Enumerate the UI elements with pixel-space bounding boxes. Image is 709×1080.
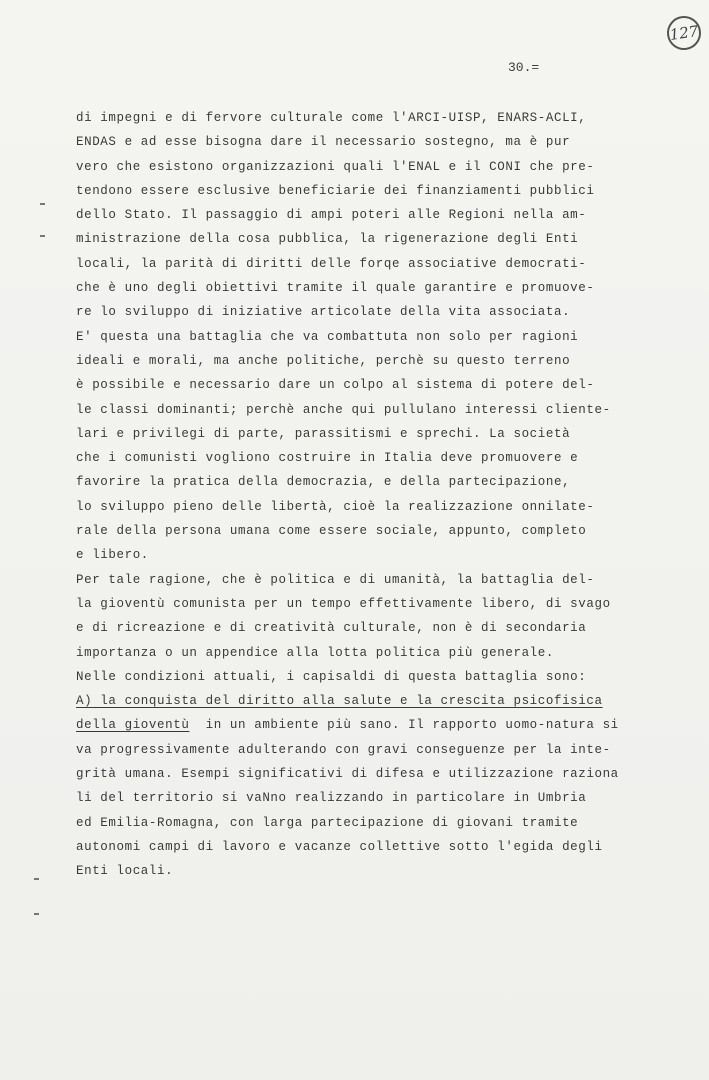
margin-mark bbox=[34, 878, 39, 880]
text-line: lari e privilegi di parte, parassitismi e sprechi. La società bbox=[76, 426, 571, 441]
body-text bbox=[76, 106, 676, 884]
text-line: ideali e morali, ma anche politiche, perchè su questo terreno bbox=[76, 353, 571, 368]
text-line: va progressivamente adulterando con gravi conseguenze per la inte- bbox=[76, 742, 611, 757]
text-line: re lo sviluppo di iniziative articolate della vita associata. bbox=[76, 305, 571, 320]
text-continuation: in un ambiente più sano. Il rapporto uomo-natura si bbox=[189, 718, 619, 733]
margin-mark bbox=[34, 913, 39, 915]
text-line: locali, la parità di diritti delle forqe associative democrati- bbox=[76, 256, 587, 271]
text-line: le classi dominanti; perchè anche qui pullulano interessi cliente- bbox=[76, 402, 611, 417]
text-line: e di ricreazione e di creatività culturale, non è di secondaria bbox=[76, 621, 587, 636]
text-line: e libero. bbox=[76, 548, 149, 563]
text-line: Enti locali. bbox=[76, 864, 174, 879]
text-line: lo sviluppo pieno delle libertà, cioè la realizzazione onnilate- bbox=[76, 499, 595, 514]
text-line: Per tale ragione, che è politica e di umanità, la battaglia del- bbox=[76, 572, 595, 587]
text-line: autonomi campi di lavoro e vacanze collettive sotto l'egida degli bbox=[76, 839, 603, 854]
text-line: importanza o un appendice alla lotta politica più generale. bbox=[76, 645, 554, 660]
margin-mark bbox=[40, 203, 45, 205]
text-line: dello Stato. Il passaggio di ampi poteri alle Regioni nella am- bbox=[76, 208, 587, 223]
text-line: vero che esistono organizzazioni quali l'ENAL e il CONI che pre- bbox=[76, 159, 595, 174]
text-line: tendono essere esclusive beneficiarie dei finanziamenti pubblici bbox=[76, 183, 595, 198]
page-number: 30.= bbox=[508, 60, 540, 75]
underlined-phrase: della gioventù bbox=[76, 718, 190, 733]
text-line: grità umana. Esempi significativi di difesa e utilizzazione raziona bbox=[76, 767, 619, 782]
text-line: è possibile e necessario dare un colpo al sistema di potere del- bbox=[76, 378, 595, 393]
text-line: di impegni e di fervore culturale come l'ARCI-UISP, ENARS-ACLI, bbox=[76, 111, 587, 125]
text-line: che i comunisti vogliono costruire in Italia deve promuovere e bbox=[76, 451, 579, 466]
text-line: rale della persona umana come essere sociale, appunto, completo bbox=[76, 524, 587, 539]
text-line: E' questa una battaglia che va combattuta non solo per ragioni bbox=[76, 329, 579, 344]
text-line: ed Emilia-Romagna, con larga partecipazione di giovani tramite bbox=[76, 815, 579, 830]
text-line: che è uno degli obiettivi tramite il quale garantire e promuove- bbox=[76, 281, 595, 296]
text-line: li del territorio si vaNno realizzando in particolare in Umbria bbox=[76, 791, 587, 806]
text-line bbox=[76, 713, 676, 737]
archive-page-stamp: 127 bbox=[665, 14, 703, 52]
text-line: favorire la pratica della democrazia, e della partecipazione, bbox=[76, 475, 571, 490]
underlined-text-line: A) la conquista del diritto alla salute e la crescita psicofisica bbox=[76, 694, 603, 709]
text-line: Nelle condizioni attuali, i capisaldi di questa battaglia sono: bbox=[76, 669, 587, 684]
margin-mark bbox=[40, 235, 45, 237]
text-line: ENDAS e ad esse bisogna dare il necessario sostegno, ma è pur bbox=[76, 135, 571, 150]
text-line: ministrazione della cosa pubblica, la rigenerazione degli Enti bbox=[76, 232, 579, 247]
text-line: la gioventù comunista per un tempo effettivamente libero, di svago bbox=[76, 596, 611, 611]
